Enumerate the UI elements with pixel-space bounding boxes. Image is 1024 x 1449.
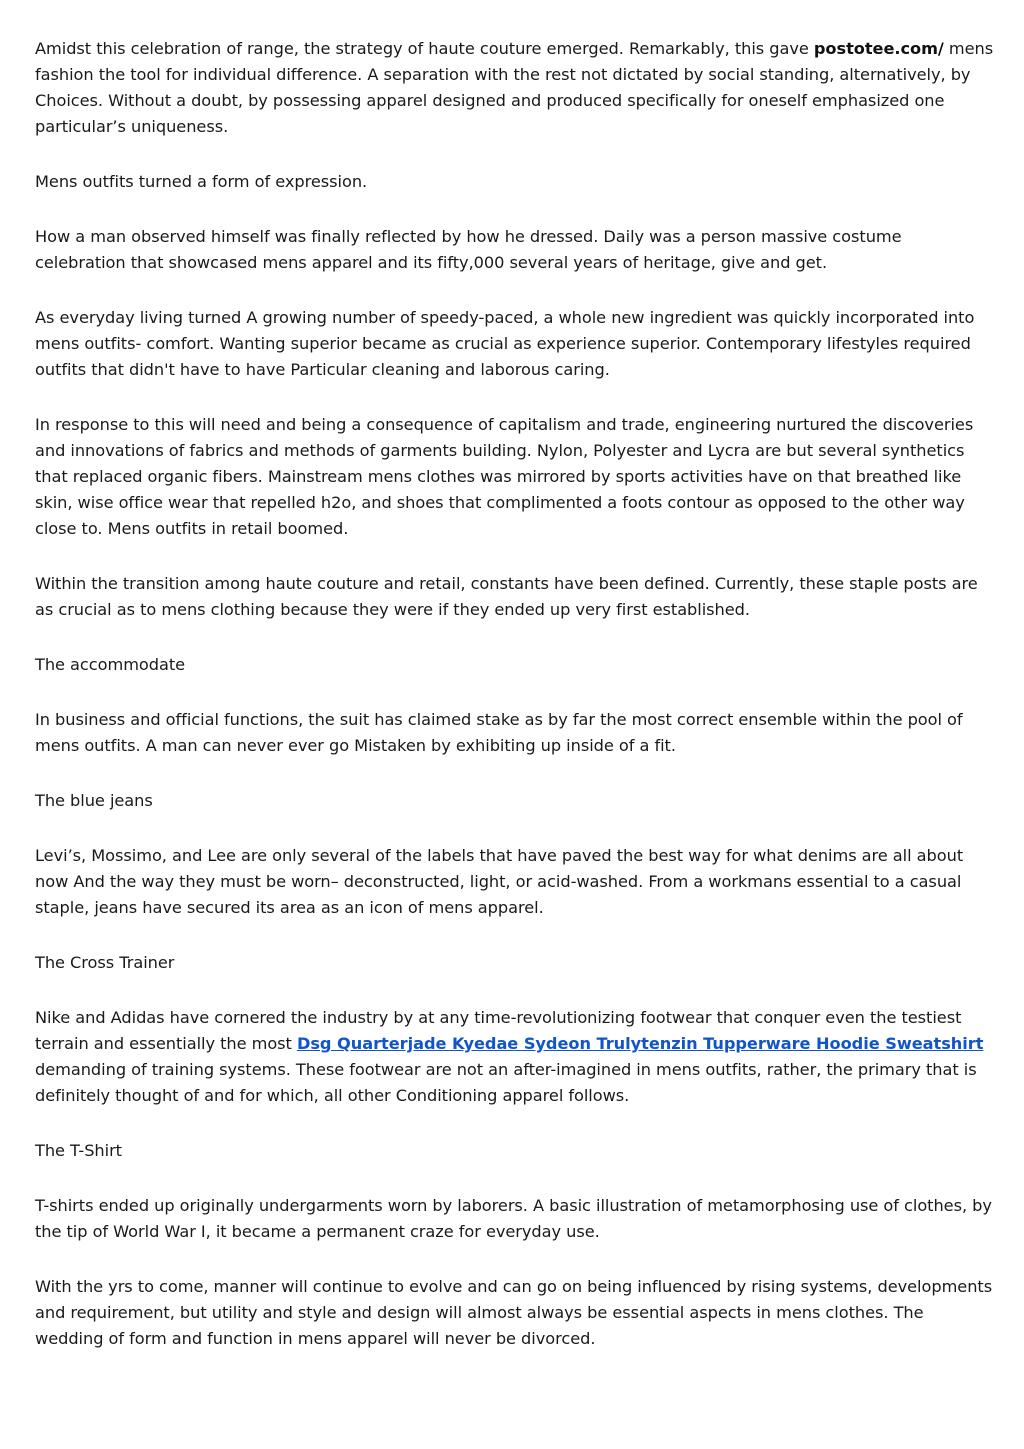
paragraph-tshirt: T-shirts ended up originally undergarments worn by laborers. A basic illustration of metamorphosing use of clothes, by the tip of World War I, it became a permanent craze for everyday use. <box>35 1196 992 1241</box>
section-heading-jeans: The blue jeans <box>35 791 153 810</box>
paragraph-cross-trainer <box>35 1005 995 1109</box>
section-heading-suit: The accommodate <box>35 655 186 674</box>
paragraph-how-he-dressed: How a man observed himself was finally reflected by how he dressed. Daily was a person massive costume celebration that showcased mens apparel and its fifty,000 several years of heritage, give and get. <box>35 227 902 272</box>
bold-site-name: postotee.com/ <box>813 39 944 58</box>
paragraph-text: Amidst this celebration of range, the strategy of haute couture emerged. Remarkably, this gave <box>35 39 814 58</box>
section-heading-tshirt: The T-Shirt <box>35 1141 122 1160</box>
paragraph-expression: Mens outfits turned a form of expression. <box>35 172 368 191</box>
paragraph-staples: Within the transition among haute couture and retail, constants have been defined. Currently, these staple posts are as crucial as to mens clothing because they were if they ended up very first established. <box>35 574 978 619</box>
section-heading-cross-trainer: The Cross Trainer <box>35 953 175 972</box>
paragraph-comfort: As everyday living turned A growing number of speedy-paced, a whole new ingredient was quickly incorporated into mens outfits- comfort. Wanting superior became as crucial as experience superior. Contemporary lifestyles required outfits that didn't have to have Particular cleaning and laborous caring. <box>35 308 975 379</box>
paragraph-fabrics: In response to this will need and being a consequence of capitalism and trade, engineering nurtured the discoveries and innovations of fabrics and methods of garments building. Nylon, Polyester and Lycra are but several synthetics that replaced organic fibers. Mainstream mens clothes was mirrored by sports activities have on that breathed like skin, wise office wear that repelled h2o, and shoes that complimented a foots contour as opposed to the other way close to. Mens outfits in retail boomed. <box>35 415 974 538</box>
paragraph-text: demanding of training systems. These footwear are not an after-imagined in mens outfits, rather, the primary that is definitely thought of and for which, all other Conditioning apparel follows. <box>35 1060 977 1105</box>
paragraph-conclusion: With the yrs to come, manner will continue to evolve and can go on being influenced by rising systems, developments and requirement, but utility and style and design will almost always be essential aspects in mens clothes. The wedding of form and function in mens apparel will never be divorced. <box>35 1277 993 1348</box>
paragraph-haute-couture <box>35 36 995 140</box>
document-body <box>35 36 995 1381</box>
paragraph-suit: In business and official functions, the suit has claimed stake as by far the most correct ensemble within the pool of mens outfits. A man can never ever go Mistaken by exhibiting up inside of a fit. <box>35 710 963 755</box>
hoodie-sweatshirt-link[interactable]: Dsg Quarterjade Kyedae Sydeon Trulytenzin Tupperware Hoodie Sweatshirt <box>296 1034 984 1053</box>
paragraph-text: mens fashion the tool for individual difference. A separation with the rest not dictated by social standing, alternatively, by Choices. Without a doubt, by possessing apparel designed and produced specifically for oneself emphasized one particular’s uniqueness. <box>35 39 994 136</box>
paragraph-jeans: Levi’s, Mossimo, and Lee are only several of the labels that have paved the best way for what denims are all about now And the way they must be worn– deconstructed, light, or acid-washed. From a workmans essential to a casual staple, jeans have secured its area as an icon of mens apparel. <box>35 846 964 917</box>
paragraph-text: Nike and Adidas have cornered the industry by at any time-revolutionizing footwear that conquer even the testiest terrain and essentially the most <box>35 1008 962 1053</box>
